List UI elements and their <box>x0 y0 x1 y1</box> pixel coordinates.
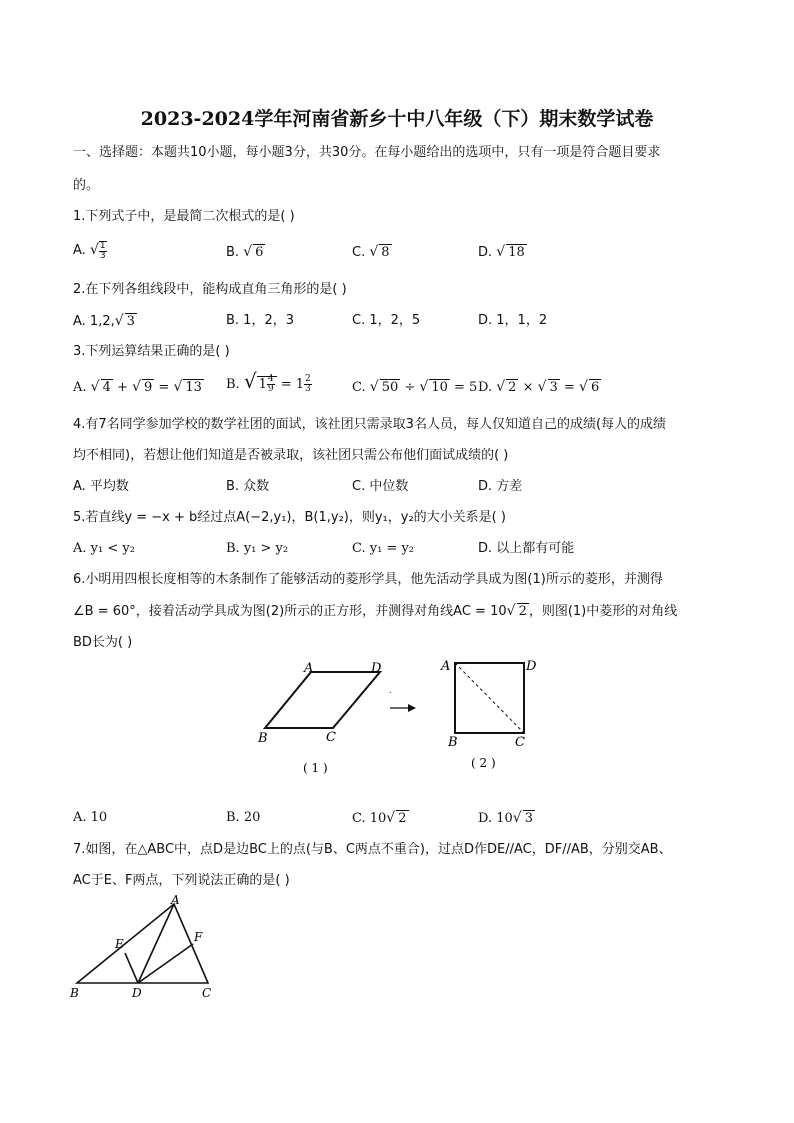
q7-triangle-figure <box>66 892 226 1004</box>
svg-text:.: . <box>389 686 392 695</box>
page-title: 2023-2024学年河南省新乡十中八年级（下）期末数学试卷 <box>140 108 654 130</box>
fig1-label-a: A <box>304 661 314 676</box>
q7-label-b: B <box>70 986 79 1000</box>
q1-option-a: A. √ $\frac{1}{3}$ <box>73 240 106 261</box>
q6-option-c: C. 10√ 2 <box>352 810 407 826</box>
fig1-label-d: D <box>371 661 382 676</box>
section-instructions-line1: 一、选择题：本题共10小题，每小题3分，共30分。在每小题给出的选项中，只有一项是符合题目要求 <box>73 145 661 160</box>
fig2-label-b: B <box>448 735 458 750</box>
fig1-caption: ( 1 ) <box>303 761 328 775</box>
fig2-label-c: C <box>515 735 525 750</box>
square-diagonal <box>455 663 524 733</box>
q2-option-a: A. 1,2,√ 3 <box>73 313 135 329</box>
q4-option-a: A. 平均数 <box>73 479 129 494</box>
segment-de <box>125 953 138 983</box>
q3-option-d: D. √ 2 × √ 3 = √ 6 <box>478 379 600 395</box>
q2-option-d: D. 1，1，2 <box>478 313 548 328</box>
triangle-abc <box>77 904 208 983</box>
q7-label-d: D <box>132 986 142 1000</box>
q1-option-b: B. √ 6 <box>226 244 264 260</box>
fig2-caption: ( 2 ) <box>471 756 496 770</box>
q6-stem-line3: BD长为( ) <box>73 635 133 650</box>
q2-stem: 2.在下列各组线段中，能构成直角三角形的是( ) <box>73 282 347 297</box>
q7-label-f: F <box>194 930 203 944</box>
fig1-label-b: B <box>258 731 268 746</box>
q7-stem-line1: 7.如图，在△ABC中，点D是边BC上的点(与B、C两点不重合)，过点D作DE//AC，DF//AB，分别交AB、 <box>73 842 672 857</box>
q5-option-c: C. y₁ = y₂ <box>352 541 415 556</box>
q6-figures <box>250 655 550 775</box>
q4-stem-line1: 4.有7名同学参加学校的数学社团的面试，该社团只需录取3名人员，每人仅知道自己的成绩(每人的成绩 <box>73 417 667 432</box>
q4-option-c: C. 中位数 <box>352 479 409 494</box>
q3-option-b: B. √ 1 $\frac{4}{9}$ = 1 $\frac{2}{3}$ <box>226 369 311 394</box>
q3-option-a: A. √ 4 + √ 9 = √ 13 <box>73 379 202 395</box>
q6-option-a: A. 10 <box>73 810 108 825</box>
q6-option-d: D. 10√ 3 <box>478 810 533 826</box>
q4-option-d: D. 方差 <box>478 479 523 494</box>
fig2-label-a: A <box>441 659 451 674</box>
q7-label-e: E <box>115 937 124 951</box>
q5-option-a: A. y₁ < y₂ <box>73 541 135 556</box>
q7-label-c: C <box>202 986 212 1000</box>
q4-stem-line2: 均不相同)，若想让他们知道是否被录取，该社团只需公布他们面试成绩的( ) <box>73 448 509 463</box>
q5-stem: 5.若直线y = −x + b经过点A(−2,y₁)，B(1,y₂)，则y₁，y₂的大小关系是( ) <box>73 510 506 525</box>
q6-stem-line2: ∠B = 60°，接着活动学具成为图(2)所示的正方形，并测得对角线AC = 10√ 2 ，则图(1)中菱形的对角线 <box>73 603 678 619</box>
q1-stem: 1.下列式子中，是最简二次根式的是( ) <box>73 209 295 224</box>
q6-stem-line1: 6.小明用四根长度相等的木条制作了能够活动的菱形学具，他先活动学具成为图(1)所示的菱形，并测得 <box>73 572 663 587</box>
q7-label-a: A <box>171 893 180 907</box>
q3-option-c: C. √ 50 ÷ √ 10 = 5 <box>352 379 478 395</box>
rhombus-shape <box>265 672 380 728</box>
fig2-label-d: D <box>526 659 537 674</box>
q7-stem-line2: AC于E、F两点，下列说法正确的是( ) <box>73 873 290 888</box>
q1-option-d: D. √ 18 <box>478 244 525 260</box>
q6-option-b: B. 20 <box>226 810 261 825</box>
q2-option-c: C. 1，2，5 <box>352 313 421 328</box>
section-instructions-line2: 的。 <box>73 178 100 193</box>
q5-option-d: D. 以上都有可能 <box>478 541 575 556</box>
q1-option-c: C. √ 8 <box>352 244 390 260</box>
q4-option-b: B. 众数 <box>226 479 270 494</box>
arrow-head <box>408 704 416 712</box>
q2-option-b: B. 1，2，3 <box>226 313 294 328</box>
fig1-label-c: C <box>326 730 336 745</box>
q3-stem: 3.下列运算结果正确的是( ) <box>73 344 230 359</box>
q5-option-b: B. y₁ > y₂ <box>226 541 289 556</box>
